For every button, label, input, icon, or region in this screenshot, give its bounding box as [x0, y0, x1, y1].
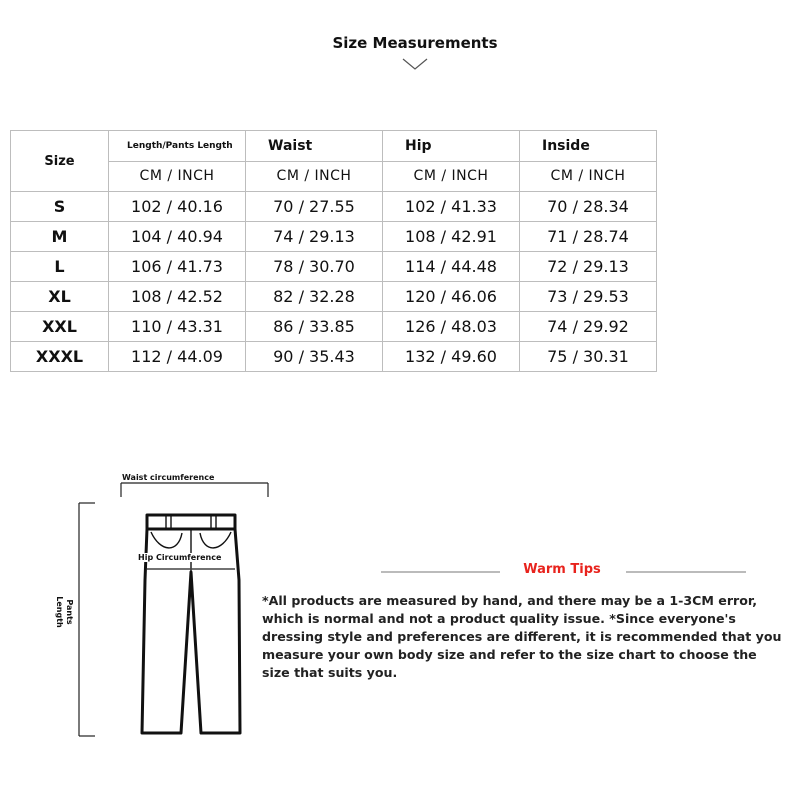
length-measure-line [79, 503, 95, 736]
pants-length-label-line1: Pants [65, 599, 74, 625]
waist-cell: 82 / 32.28 [246, 282, 383, 312]
unit-label: CM / INCH [109, 161, 246, 192]
waist-cell: 74 / 29.13 [246, 222, 383, 252]
hip-cell: 114 / 44.48 [383, 252, 520, 282]
hip-cell: 108 / 42.91 [383, 222, 520, 252]
size-cell: XXL [11, 312, 109, 342]
header-size: Size [11, 131, 109, 192]
page-title: Size Measurements [332, 34, 498, 52]
hip-circumference-label: Hip Circumference [138, 553, 222, 562]
inside-cell: 73 / 29.53 [520, 282, 657, 312]
header-waist: Waist [246, 131, 383, 162]
waist-cell: 70 / 27.55 [246, 192, 383, 222]
inside-cell: 74 / 29.92 [520, 312, 657, 342]
hip-cell: 120 / 46.06 [383, 282, 520, 312]
unit-label: CM / INCH [520, 161, 657, 192]
inside-cell: 70 / 28.34 [520, 192, 657, 222]
waist-measure-line [121, 483, 268, 497]
inside-cell: 71 / 28.74 [520, 222, 657, 252]
hip-cell: 102 / 41.33 [383, 192, 520, 222]
inside-cell: 75 / 30.31 [520, 342, 657, 372]
length-cell: 106 / 41.73 [109, 252, 246, 282]
inside-cell: 72 / 29.13 [520, 252, 657, 282]
length-cell: 112 / 44.09 [109, 342, 246, 372]
pants-length-label-line2: Length [55, 596, 64, 628]
size-cell: L [11, 252, 109, 282]
length-cell: 110 / 43.31 [109, 312, 246, 342]
header-hip: Hip [383, 131, 520, 162]
waist-cell: 78 / 30.70 [246, 252, 383, 282]
unit-label: CM / INCH [383, 161, 520, 192]
length-cell: 108 / 42.52 [109, 282, 246, 312]
size-cell: M [11, 222, 109, 252]
pants-length-label [54, 592, 74, 632]
hip-cell: 132 / 49.60 [383, 342, 520, 372]
length-cell: 104 / 40.94 [109, 222, 246, 252]
warm-tips-title: Warm Tips [523, 562, 601, 577]
waist-cell: 86 / 33.85 [246, 312, 383, 342]
header-inside: Inside [520, 131, 657, 162]
size-cell: XXXL [11, 342, 109, 372]
header-length: Length/Pants Length [109, 131, 246, 162]
size-cell: XL [11, 282, 109, 312]
warm-tips-text: *All products are measured by hand, and there may be a 1-3CM error, which is normal and not a product quality issue. *Since everyone's dressing style and preferences are different, it is recommended that you measure your own body size and refer to the size chart to choose the size that suits you. [262, 593, 782, 680]
waist-circumference-label: Waist circumference [122, 473, 215, 482]
waist-cell: 90 / 35.43 [246, 342, 383, 372]
hip-cell: 126 / 48.03 [383, 312, 520, 342]
unit-label: CM / INCH [246, 161, 383, 192]
length-cell: 102 / 40.16 [109, 192, 246, 222]
size-cell: S [11, 192, 109, 222]
